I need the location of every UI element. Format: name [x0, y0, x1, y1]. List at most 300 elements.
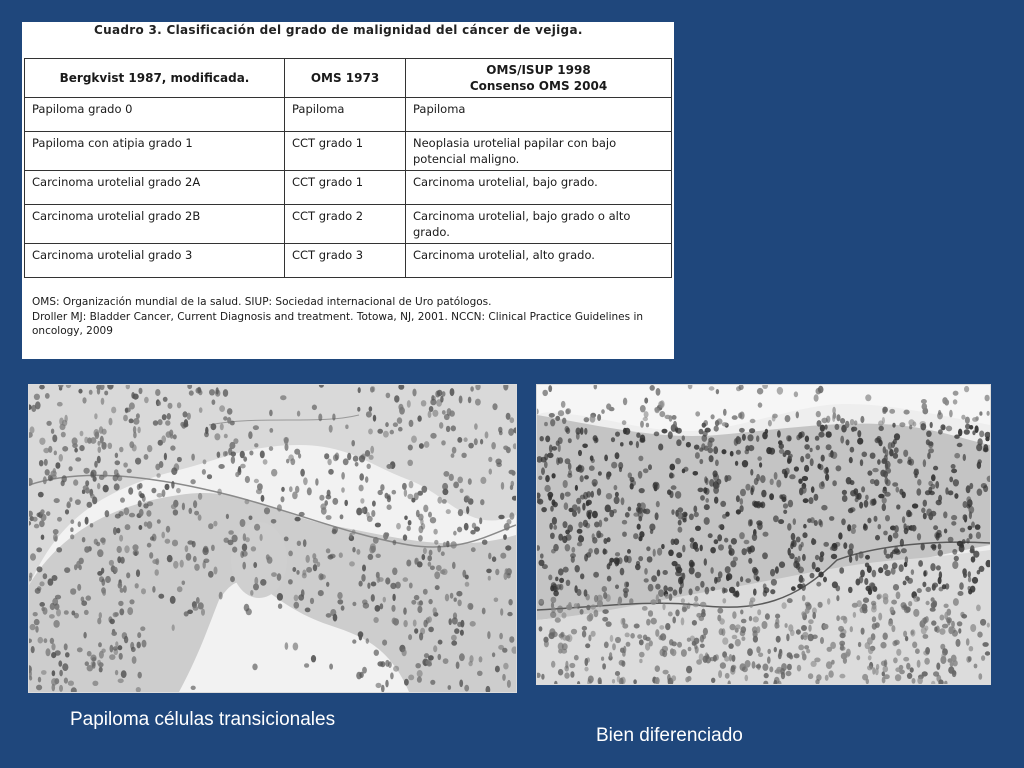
cell-nucleus — [421, 400, 427, 406]
cell-nucleus — [639, 488, 645, 493]
cell-nucleus — [802, 476, 808, 481]
cell-nucleus — [488, 457, 492, 462]
cell-nucleus — [32, 517, 37, 522]
cell-nucleus — [923, 571, 926, 577]
cell-nucleus — [602, 609, 608, 614]
cell-nucleus — [860, 416, 864, 423]
cell-nucleus — [499, 633, 503, 640]
cell-nucleus — [703, 487, 707, 493]
cell-nucleus — [457, 622, 462, 627]
table-cell: CCT grado 1 — [285, 171, 406, 205]
cell-nucleus — [454, 628, 459, 634]
cell-nucleus — [891, 625, 895, 632]
cell-nucleus — [56, 609, 61, 617]
cell-nucleus — [553, 525, 557, 530]
cell-nucleus — [449, 410, 455, 416]
cell-nucleus — [78, 389, 82, 394]
cell-nucleus — [254, 524, 260, 531]
cell-nucleus — [895, 674, 901, 681]
cell-nucleus — [985, 395, 990, 402]
cell-nucleus — [565, 661, 568, 669]
cell-nucleus — [46, 648, 51, 656]
cell-nucleus — [243, 533, 246, 541]
cell-nucleus — [415, 663, 421, 668]
cell-nucleus — [87, 502, 93, 508]
cell-nucleus — [915, 648, 920, 654]
cell-nucleus — [85, 661, 89, 666]
cell-nucleus — [850, 447, 855, 453]
cell-nucleus — [321, 507, 327, 514]
cell-nucleus — [624, 428, 630, 435]
cell-nucleus — [671, 485, 677, 490]
cell-nucleus — [644, 398, 648, 404]
caption-well-differentiated: Bien diferenciado — [596, 725, 743, 746]
cell-nucleus — [538, 476, 542, 480]
cell-nucleus — [590, 455, 594, 461]
cell-nucleus — [802, 595, 806, 601]
cell-nucleus — [708, 533, 713, 538]
cell-nucleus — [437, 390, 442, 397]
cell-nucleus — [161, 435, 166, 443]
cell-nucleus — [935, 481, 939, 489]
cell-nucleus — [753, 501, 759, 508]
cell-nucleus — [831, 660, 835, 665]
cell-nucleus — [582, 444, 588, 449]
cell-nucleus — [550, 611, 556, 618]
cell-nucleus — [552, 473, 556, 478]
cell-nucleus — [57, 517, 62, 522]
cell-nucleus — [668, 587, 674, 592]
cell-nucleus — [368, 554, 374, 560]
cell-nucleus — [871, 499, 876, 506]
cell-nucleus — [905, 576, 910, 581]
cell-nucleus — [541, 467, 545, 475]
cell-nucleus — [654, 432, 660, 437]
cell-nucleus — [803, 635, 807, 640]
cell-nucleus — [271, 519, 277, 524]
cell-nucleus — [132, 444, 137, 451]
cell-nucleus — [313, 558, 318, 564]
cell-nucleus — [51, 643, 55, 650]
cell-nucleus — [917, 533, 921, 540]
cell-nucleus — [398, 427, 403, 432]
cell-nucleus — [294, 602, 300, 609]
cell-nucleus — [668, 612, 673, 617]
cell-nucleus — [193, 556, 197, 562]
cell-nucleus — [550, 419, 555, 426]
cell-nucleus — [115, 641, 118, 647]
cell-nucleus — [594, 595, 598, 602]
cell-nucleus — [911, 569, 914, 575]
cell-nucleus — [841, 518, 846, 525]
cell-nucleus — [372, 501, 376, 507]
cell-nucleus — [910, 667, 914, 672]
cell-nucleus — [892, 423, 895, 428]
cell-nucleus — [883, 633, 888, 640]
cell-nucleus — [460, 630, 464, 636]
cell-nucleus — [966, 538, 970, 544]
cell-nucleus — [256, 489, 262, 494]
cell-nucleus — [610, 635, 614, 642]
cell-nucleus — [411, 436, 417, 443]
cell-nucleus — [186, 553, 192, 561]
cell-nucleus — [814, 658, 820, 663]
cell-nucleus — [655, 512, 659, 520]
cell-nucleus — [575, 565, 580, 572]
cell-nucleus — [64, 567, 70, 573]
cell-nucleus — [640, 502, 646, 509]
cell-nucleus — [428, 599, 432, 604]
cell-nucleus — [618, 462, 623, 469]
cell-nucleus — [57, 402, 63, 407]
table-row — [25, 244, 672, 278]
cell-nucleus — [816, 445, 820, 450]
cell-nucleus — [77, 647, 83, 652]
cell-nucleus — [442, 483, 448, 490]
cell-nucleus — [158, 419, 163, 425]
cell-nucleus — [888, 442, 892, 450]
cell-nucleus — [801, 583, 806, 591]
cell-nucleus — [858, 551, 863, 558]
cell-nucleus — [543, 637, 548, 643]
cell-nucleus — [663, 670, 669, 675]
cell-nucleus — [125, 408, 128, 414]
cell-nucleus — [457, 477, 463, 484]
cell-nucleus — [173, 509, 178, 515]
cell-nucleus — [801, 651, 805, 657]
cell-nucleus — [647, 556, 653, 562]
cell-nucleus — [133, 418, 139, 425]
cell-nucleus — [488, 553, 491, 560]
cell-nucleus — [561, 401, 566, 408]
cell-nucleus — [681, 617, 685, 625]
cell-nucleus — [818, 572, 823, 578]
cell-nucleus — [782, 602, 787, 609]
cell-nucleus — [890, 552, 893, 559]
cell-nucleus — [861, 486, 865, 492]
cell-nucleus — [838, 532, 842, 539]
cell-nucleus — [957, 541, 963, 547]
cell-nucleus — [826, 416, 830, 423]
cell-nucleus — [849, 457, 853, 463]
cell-nucleus — [586, 605, 590, 611]
cell-nucleus — [457, 600, 461, 607]
cell-nucleus — [446, 541, 450, 548]
cell-nucleus — [975, 425, 979, 433]
cell-nucleus — [566, 580, 571, 586]
cell-nucleus — [327, 459, 331, 466]
cell-nucleus — [665, 415, 671, 419]
cell-nucleus — [912, 678, 916, 684]
cell-nucleus — [45, 393, 50, 399]
cell-nucleus — [732, 415, 738, 420]
cell-nucleus — [724, 475, 728, 482]
cell-nucleus — [123, 415, 128, 422]
cell-nucleus — [719, 618, 725, 624]
cell-nucleus — [355, 462, 359, 467]
cell-nucleus — [628, 507, 632, 512]
cell-nucleus — [295, 486, 299, 493]
cell-nucleus — [700, 495, 705, 501]
cell-nucleus — [575, 485, 578, 491]
cell-nucleus — [277, 573, 282, 581]
cell-nucleus — [615, 432, 620, 437]
cell-nucleus — [924, 658, 930, 665]
cell-nucleus — [952, 670, 957, 677]
cell-nucleus — [969, 533, 973, 539]
cell-nucleus — [713, 655, 717, 662]
cell-nucleus — [289, 486, 293, 492]
cell-nucleus — [212, 399, 216, 405]
table-cell: Carcinoma urotelial grado 2A — [25, 171, 285, 205]
cell-nucleus — [814, 494, 819, 501]
cell-nucleus — [658, 401, 664, 408]
cell-nucleus — [672, 415, 677, 420]
cell-nucleus — [916, 597, 920, 602]
cell-nucleus — [700, 602, 706, 608]
cell-nucleus — [840, 646, 846, 651]
cell-nucleus — [713, 446, 718, 454]
cell-nucleus — [329, 425, 333, 433]
cell-nucleus — [748, 558, 752, 564]
cell-nucleus — [176, 488, 181, 493]
cell-nucleus — [417, 415, 421, 421]
cell-nucleus — [293, 643, 299, 651]
cell-nucleus — [787, 598, 793, 603]
cell-nucleus — [564, 672, 569, 678]
cell-nucleus — [359, 672, 363, 678]
cell-nucleus — [785, 623, 788, 628]
cell-nucleus — [788, 624, 793, 632]
cell-nucleus — [155, 389, 160, 396]
cell-nucleus — [96, 542, 100, 547]
cell-nucleus — [604, 517, 609, 521]
cell-nucleus — [732, 635, 738, 640]
cell-nucleus — [304, 663, 309, 668]
cell-nucleus — [147, 543, 152, 548]
cell-nucleus — [606, 403, 611, 409]
cell-nucleus — [879, 426, 884, 431]
cell-nucleus — [242, 562, 246, 570]
cell-nucleus — [788, 436, 792, 441]
cell-nucleus — [931, 474, 936, 481]
cell-nucleus — [855, 554, 858, 562]
cell-nucleus — [327, 490, 331, 497]
cell-nucleus — [155, 569, 159, 576]
cell-nucleus — [781, 494, 787, 500]
cell-nucleus — [754, 478, 759, 485]
cell-nucleus — [656, 388, 661, 396]
cell-nucleus — [393, 540, 397, 545]
cell-nucleus — [180, 560, 184, 568]
cell-nucleus — [686, 666, 692, 674]
cell-nucleus — [963, 514, 968, 520]
cell-nucleus — [197, 387, 201, 393]
cell-nucleus — [983, 447, 989, 452]
cell-nucleus — [128, 487, 133, 494]
cell-nucleus — [417, 601, 423, 606]
cell-nucleus — [450, 593, 454, 599]
cell-nucleus — [620, 568, 625, 576]
cell-nucleus — [709, 479, 714, 487]
cell-nucleus — [783, 510, 787, 514]
cell-nucleus — [714, 497, 718, 504]
cell-nucleus — [796, 563, 801, 570]
cell-nucleus — [419, 443, 424, 449]
cell-nucleus — [386, 464, 392, 469]
cell-nucleus — [772, 415, 776, 421]
cell-nucleus — [874, 516, 878, 522]
cell-nucleus — [796, 537, 801, 543]
cell-nucleus — [675, 571, 681, 577]
cell-nucleus — [34, 524, 39, 529]
cell-nucleus — [118, 645, 123, 650]
cell-nucleus — [37, 513, 41, 517]
cell-nucleus — [667, 674, 671, 682]
cell-nucleus — [875, 622, 880, 628]
cell-nucleus — [825, 424, 828, 429]
cell-nucleus — [802, 532, 807, 538]
cell-nucleus — [142, 640, 147, 648]
cell-nucleus — [650, 599, 656, 605]
cell-nucleus — [732, 611, 736, 619]
cell-nucleus — [326, 582, 329, 587]
cell-nucleus — [245, 476, 250, 483]
cell-nucleus — [580, 475, 584, 482]
cell-nucleus — [166, 526, 170, 533]
cell-nucleus — [52, 598, 58, 606]
cell-nucleus — [985, 651, 990, 655]
cell-nucleus — [722, 587, 726, 593]
cell-nucleus — [402, 649, 407, 657]
cell-nucleus — [434, 540, 438, 545]
cell-nucleus — [639, 639, 644, 645]
cell-nucleus — [64, 610, 69, 615]
cell-nucleus — [250, 590, 253, 596]
cell-nucleus — [903, 450, 908, 457]
cell-nucleus — [404, 679, 409, 686]
cell-nucleus — [498, 427, 502, 433]
cell-nucleus — [840, 418, 845, 424]
cell-nucleus — [843, 542, 847, 549]
cell-nucleus — [41, 535, 45, 540]
cell-nucleus — [884, 548, 887, 555]
cell-nucleus — [708, 448, 714, 454]
cell-nucleus — [799, 575, 803, 583]
cell-nucleus — [102, 429, 107, 435]
cell-nucleus — [903, 581, 907, 586]
cell-nucleus — [119, 447, 123, 453]
cell-nucleus — [693, 506, 697, 513]
cell-nucleus — [964, 429, 970, 435]
cell-nucleus — [421, 486, 427, 493]
cell-nucleus — [730, 560, 736, 567]
cell-nucleus — [762, 552, 768, 559]
cell-nucleus — [805, 602, 811, 607]
cell-nucleus — [284, 437, 288, 444]
cell-nucleus — [850, 419, 855, 425]
cell-nucleus — [254, 577, 258, 585]
cell-nucleus — [496, 463, 502, 468]
cell-nucleus — [99, 475, 105, 480]
cell-nucleus — [298, 594, 304, 600]
cell-nucleus — [730, 624, 736, 630]
cell-nucleus — [423, 548, 427, 554]
cell-nucleus — [943, 511, 947, 518]
cell-nucleus — [30, 553, 36, 561]
cell-nucleus — [689, 567, 695, 575]
cell-nucleus — [626, 642, 631, 647]
cell-nucleus — [198, 493, 202, 500]
cell-nucleus — [638, 456, 643, 462]
cell-nucleus — [798, 645, 804, 651]
cell-nucleus — [254, 479, 259, 483]
cell-nucleus — [736, 450, 741, 455]
cell-nucleus — [123, 462, 128, 467]
cell-nucleus — [312, 405, 317, 411]
cell-nucleus — [252, 664, 257, 671]
cell-nucleus — [981, 483, 987, 488]
cell-nucleus — [135, 583, 139, 588]
cell-nucleus — [644, 578, 649, 582]
cell-nucleus — [205, 427, 208, 435]
cell-nucleus — [787, 664, 792, 671]
cell-nucleus — [43, 448, 49, 453]
cell-nucleus — [890, 607, 895, 614]
cell-nucleus — [544, 461, 548, 468]
cell-nucleus — [933, 466, 938, 471]
cell-nucleus — [699, 459, 703, 464]
cell-nucleus — [878, 613, 882, 621]
cell-nucleus — [65, 652, 70, 657]
cell-nucleus — [794, 557, 797, 564]
cell-nucleus — [958, 591, 964, 596]
cell-nucleus — [623, 398, 627, 406]
cell-nucleus — [352, 529, 356, 534]
cell-nucleus — [678, 520, 682, 526]
cell-nucleus — [682, 607, 687, 613]
cell-nucleus — [412, 389, 416, 397]
cell-nucleus — [311, 655, 316, 662]
cell-nucleus — [217, 452, 221, 458]
cell-nucleus — [899, 422, 905, 427]
cell-nucleus — [838, 626, 844, 632]
cell-nucleus — [161, 532, 165, 539]
cell-nucleus — [892, 640, 897, 646]
cell-nucleus — [736, 495, 740, 502]
cell-nucleus — [72, 437, 78, 445]
cell-nucleus — [779, 443, 784, 449]
cell-nucleus — [139, 388, 143, 394]
cell-nucleus — [966, 485, 971, 493]
cell-nucleus — [70, 588, 76, 595]
cell-nucleus — [303, 539, 307, 547]
header-oms-1973: OMS 1973 — [285, 59, 406, 98]
cell-nucleus — [769, 666, 773, 672]
cell-nucleus — [228, 540, 234, 546]
cell-nucleus — [127, 469, 132, 474]
cell-nucleus — [356, 549, 360, 555]
cell-nucleus — [893, 584, 899, 591]
cell-nucleus — [586, 500, 592, 506]
cell-nucleus — [450, 388, 455, 396]
cell-nucleus — [951, 464, 956, 469]
cell-nucleus — [296, 570, 299, 575]
cell-nucleus — [414, 628, 418, 634]
cell-nucleus — [969, 511, 972, 519]
cell-nucleus — [51, 678, 57, 686]
cell-nucleus — [459, 653, 465, 661]
